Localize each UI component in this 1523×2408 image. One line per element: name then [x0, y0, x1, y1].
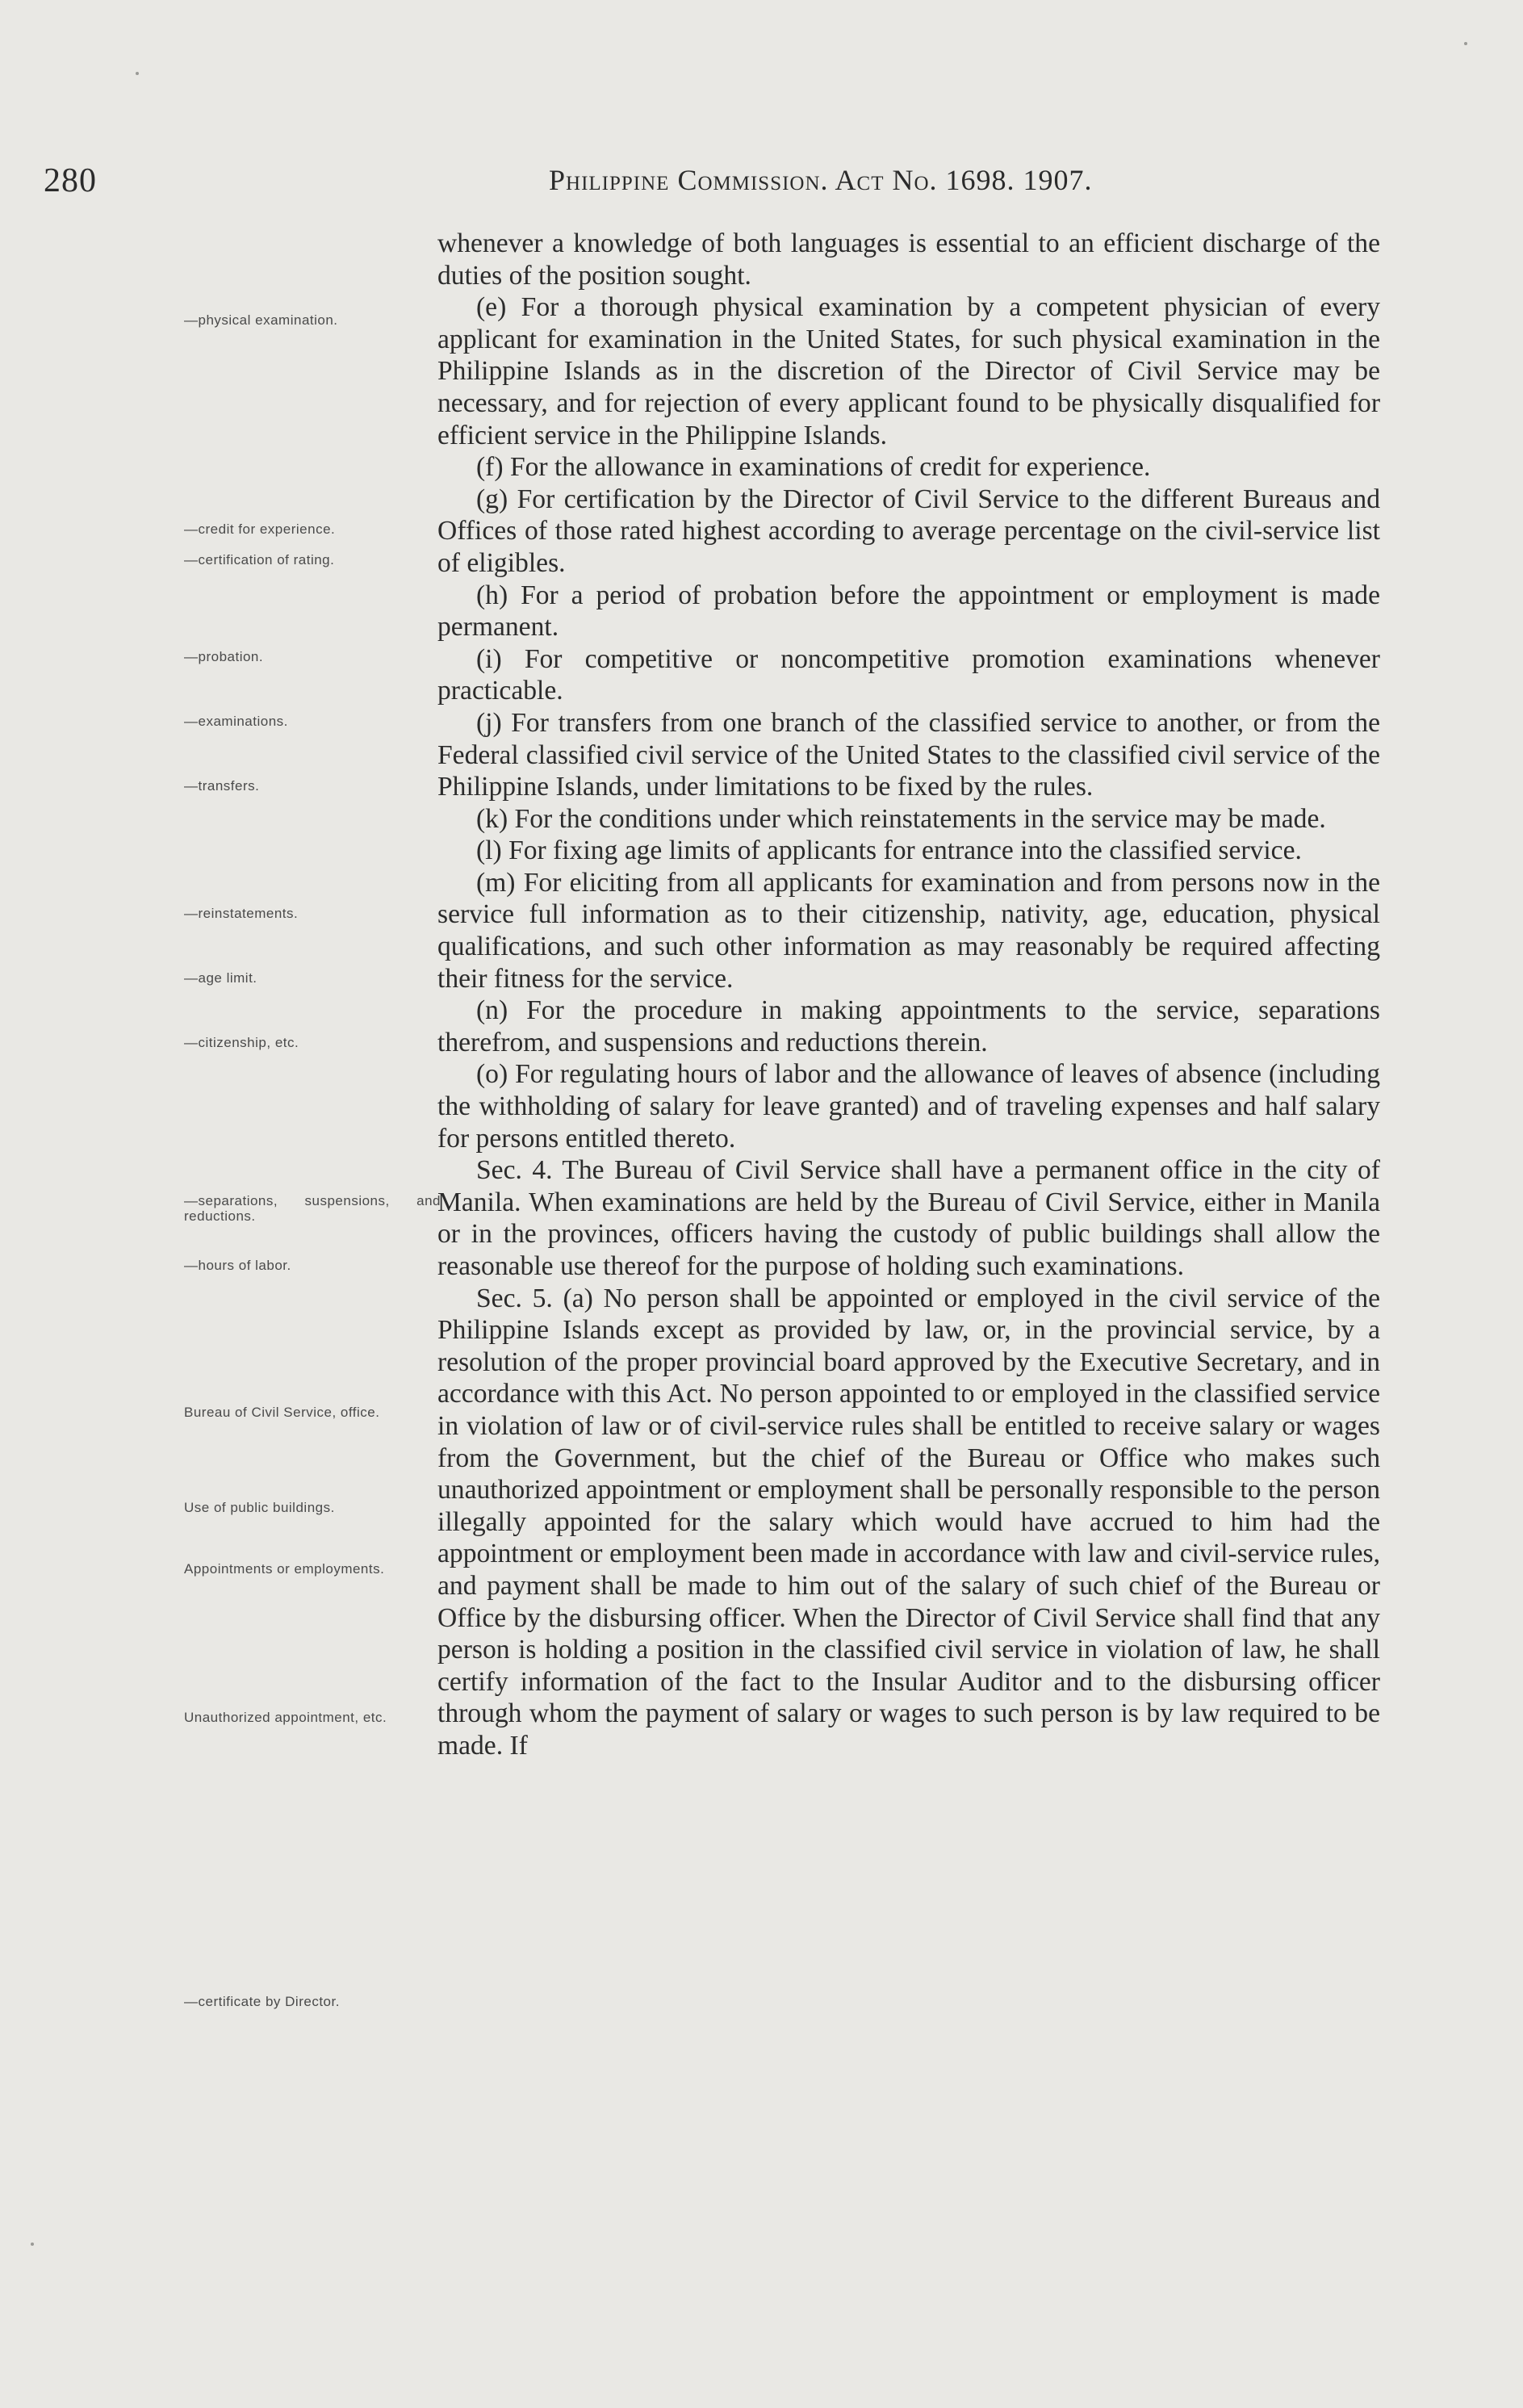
marginal-note: Unauthorized appointment, etc.	[184, 1710, 387, 1725]
paragraph: (l) For fixing age limits of applicants for entrance into the classified service.	[476, 835, 1302, 866]
marginal-note: —certification of rating.	[184, 552, 335, 567]
paragraph: (h) For a period of probation before the appointment or employment is made permanent.	[437, 580, 1380, 643]
marginal-note: —separations, suspensions, and reductions.	[184, 1193, 441, 1224]
paragraph: Sec. 4. The Bureau of Civil Service shall have a permanent office in the city of Manila. When examinations are held by the Bureau of Civil Service, either in Manila or in the provinces, officers having the custody of public buildings shall allow the reasonable use thereof for the purpose of holding such examinations.	[437, 1155, 1380, 1281]
paragraph: (j) For transfers from one branch of the classified service to another, or from the Federal classified civil service of the United States to the classified civil service of the Philippine Islands, under limitations to be fixed by the rules.	[437, 707, 1380, 802]
paper-speck	[1464, 42, 1467, 45]
marginal-note: —credit for experience.	[184, 521, 336, 537]
marginal-note: —physical examination.	[184, 312, 338, 328]
paragraph: (k) For the conditions under which reinstatements in the service may be made.	[476, 803, 1326, 834]
paragraph: (m) For eliciting from all applicants for examination and from persons now in the service full information as to their citizenship, nativity, age, education, physical qualifications, and such other information as may reasonably be required affecting their fitness for the service.	[437, 867, 1380, 994]
paragraph: (o) For regulating hours of labor and the allowance of leaves of absence (including the withholding of salary for leave granted) and of traveling expenses and half salary for persons entitled thereto.	[437, 1059, 1380, 1154]
paragraph: (n) For the procedure in making appointments to the service, separations therefrom, and suspensions and reductions therein.	[437, 995, 1380, 1057]
marginal-note: Appointments or employments.	[184, 1561, 385, 1577]
paragraph: (e) For a thorough physical examination by a competent physician of every applicant for examination in the United States, for such physical examination in the Philippine Islands as in the discretion of the Director of Civil Service may be necessary, and for rejection of every applicant found to be physically disqualified for efficient service in the Philippine Islands.	[437, 292, 1380, 450]
marginal-note: —certificate by Director.	[184, 1994, 340, 2009]
paper-speck	[31, 2243, 34, 2246]
paragraph: (g) For certification by the Director of Civil Service to the different Bureaus and Offices of those rated highest according to average percentage on the civil-service list of eligibles.	[437, 484, 1380, 578]
marginal-note: —reinstatements.	[184, 906, 299, 921]
paragraph: Sec. 5. (a) No person shall be appointed or employed in the civil service of the Philippine Islands except as provided by law, or, in the provincial service, by a resolution of the proper provincial board approved by the Executive Secretary, and in accordance with this Act. No person appointed to or employed in the classified service in violation of law or of civil-service rules shall be entitled to receive salary or wages from the Government, but the chief of the Bureau or Office who makes such unauthorized appointment or employment shall be personally responsible to the person illegally appointed for the salary which would have accrued to him had the appointment or employment been made in accordance with law and civil-service rules, and payment shall be made to him out of the salary of such chief of the Bureau or Office by the disbursing officer. When the Director of Civil Service shall find that any person is holding a position in the classified civil service in violation of law, he shall certify information of the fact to the Insular Auditor and to the disbursing officer through whom the payment of salary or wages to such person is by law required to be made. If	[437, 1283, 1380, 1761]
marginal-note: —hours of labor.	[184, 1258, 291, 1273]
paragraph: (i) For competitive or noncompetitive promotion examinations whenever practicable.	[437, 643, 1380, 706]
marginal-note: —transfers.	[184, 778, 260, 794]
paragraph: (f) For the allowance in examinations of credit for experience.	[476, 452, 1151, 483]
marginal-note: —citizenship, etc.	[184, 1035, 299, 1050]
marginal-note: —age limit.	[184, 970, 257, 986]
marginal-note: —probation.	[184, 649, 264, 664]
body-text	[437, 228, 1380, 1762]
marginal-note: Bureau of Civil Service, office.	[184, 1405, 380, 1420]
marginal-note: —examinations.	[184, 714, 288, 729]
paper-speck	[136, 72, 139, 75]
page-number: 280	[44, 162, 97, 199]
running-head: Philippine Commission. Act No. 1698. 1907.	[549, 164, 1093, 196]
paragraph: whenever a knowledge of both languages is essential to an efficient discharge of the duties of the position sought.	[437, 228, 1380, 291]
marginal-note: Use of public buildings.	[184, 1500, 335, 1515]
